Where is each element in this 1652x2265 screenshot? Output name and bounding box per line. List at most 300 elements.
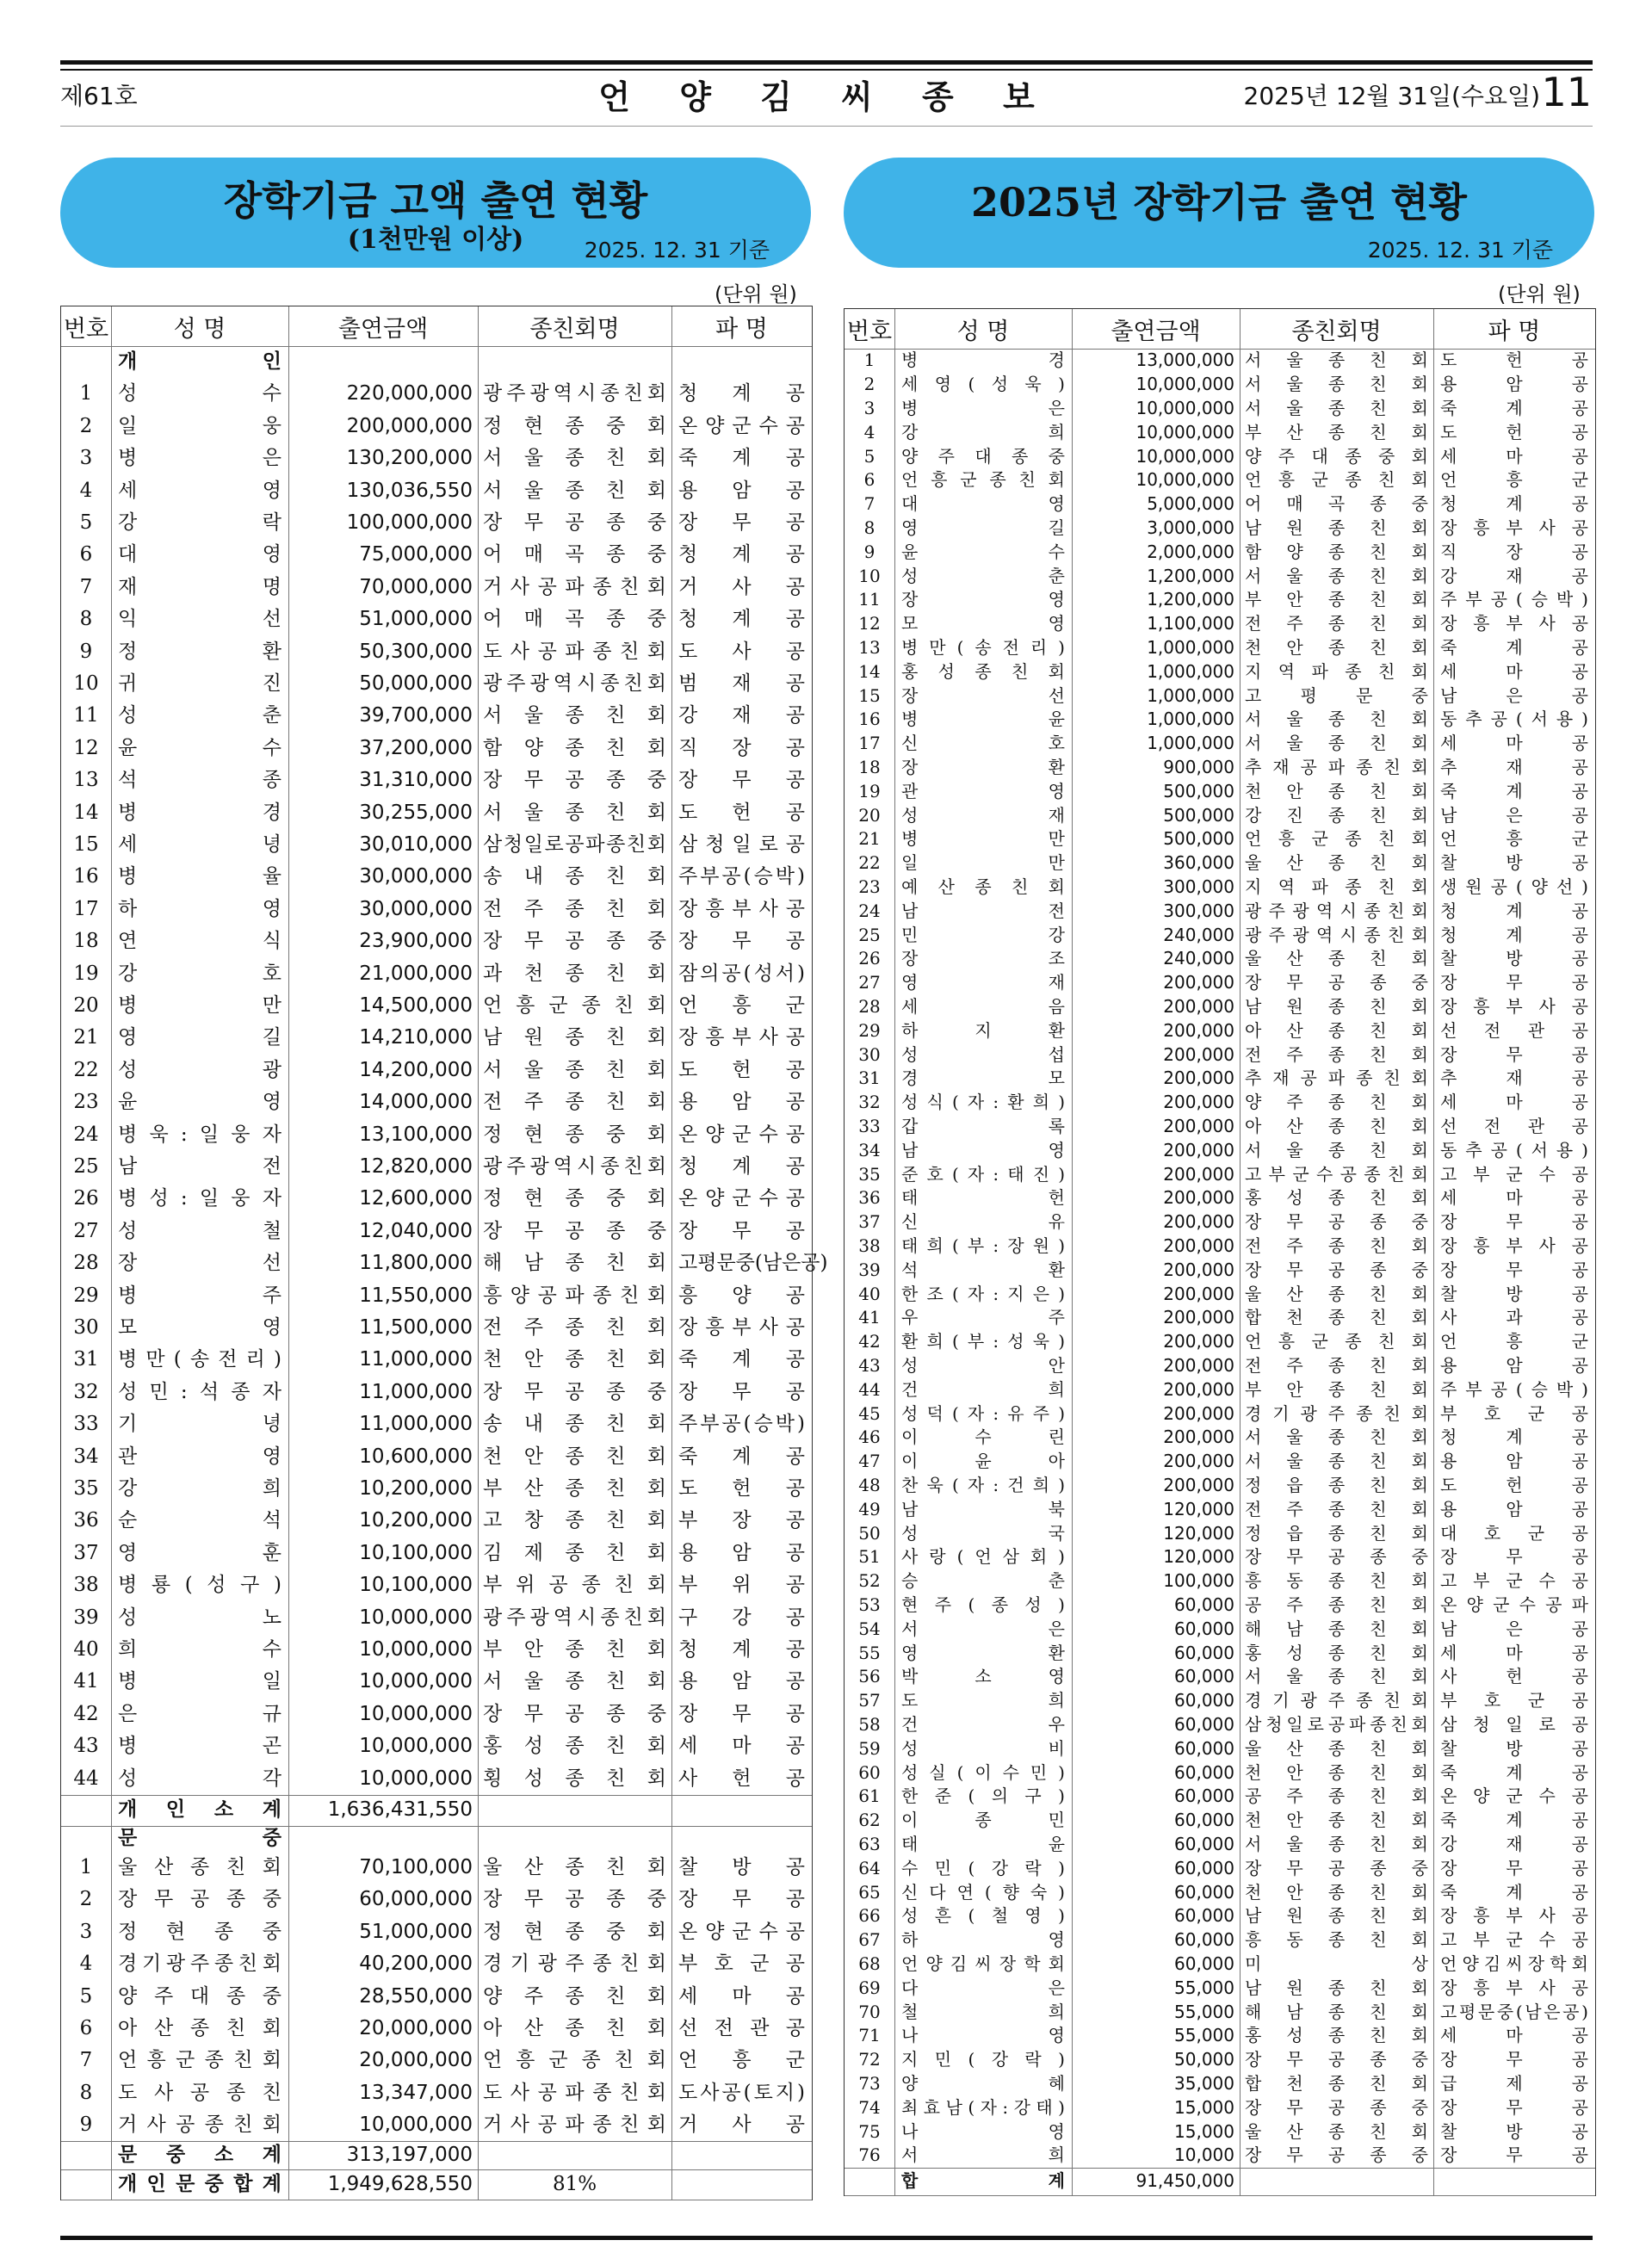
- donation-amount: 30,000,000: [359, 865, 473, 888]
- row-number: 31: [858, 1068, 881, 1089]
- donation-amount: 14,500,000: [359, 993, 473, 1017]
- donation-amount: 37,200,000: [359, 736, 473, 759]
- row-number: 40: [858, 1283, 881, 1304]
- left-subtitle: (1천만원 이상): [347, 225, 524, 255]
- donor-name: 남 영: [901, 1139, 1065, 1160]
- donor-name: 이 윤 아: [901, 1451, 1065, 1472]
- row-number: 75: [858, 2120, 881, 2142]
- row-number: 1: [79, 382, 93, 405]
- row-number: 56: [858, 1666, 881, 1687]
- clan-society: 홍 성 종 친 회: [1245, 1642, 1428, 1663]
- clan-society: 전 주 종 친 회: [1245, 613, 1428, 634]
- donation-amount: 10,000,000: [359, 2113, 473, 2137]
- donation-amount: 100,000,000: [346, 511, 473, 534]
- donation-amount: 200,000: [1163, 1211, 1234, 1233]
- donor-name: 영 길: [901, 517, 1065, 538]
- clan-society: 정 현 종 중 회: [483, 414, 666, 437]
- clan-society: 거 사 공 파 종 친 회: [483, 2113, 666, 2137]
- clan-society: 과 천 종 친 회: [483, 962, 666, 985]
- row-number: 72: [858, 2049, 881, 2070]
- clan-society: 아 산 종 친 회: [483, 2016, 666, 2039]
- donation-amount: 60,000: [1174, 1690, 1234, 1711]
- clan-society: 남 원 종 친 회: [1245, 517, 1428, 538]
- clan-society: 해 남 종 친 회: [1245, 2001, 1428, 2022]
- right-table: [844, 308, 1596, 2196]
- donor-name: 성 섭: [901, 1043, 1065, 1065]
- lineage-branch: 남 은 공: [1440, 1618, 1588, 1639]
- donation-amount: 1,200,000: [1147, 565, 1234, 586]
- bottom-rule: [60, 2236, 1593, 2240]
- row-number: 16: [858, 709, 881, 730]
- donation-amount: 51,000,000: [359, 608, 473, 631]
- lineage-branch: 거 사 공: [678, 2113, 805, 2137]
- row-number: 53: [858, 1594, 881, 1615]
- donor-name: 성 수: [118, 382, 282, 405]
- row-number: 47: [858, 1451, 881, 1472]
- lineage-branch: 주 부 공 ( 승 박 ): [1440, 589, 1588, 610]
- donor-name: 세 음: [901, 996, 1065, 1017]
- donor-name: 민 강: [901, 924, 1065, 945]
- clan-society: 송 내 종 친 회: [483, 1413, 666, 1436]
- clan-society: 거 사 공 파 종 친 회: [483, 575, 666, 598]
- row-number: 14: [73, 801, 99, 824]
- clan-society: 서 울 종 친 회: [1245, 374, 1428, 395]
- donation-amount: 10,000,000: [1135, 445, 1234, 467]
- donor-name: 서 희: [901, 2144, 1065, 2166]
- row-number: 19: [858, 780, 881, 801]
- clan-society: 울 산 종 친 회: [1245, 2120, 1428, 2142]
- row-number: 7: [79, 575, 93, 598]
- donor-name: 하 영: [901, 1929, 1065, 1951]
- row-number: 9: [863, 541, 875, 562]
- lineage-branch: 추 재 공: [1440, 757, 1588, 777]
- donation-amount: 50,300,000: [359, 640, 473, 663]
- lineage-branch: 장 무 공: [1440, 2049, 1588, 2070]
- row-number: 55: [858, 1642, 881, 1663]
- clan-society: 서 울 종 친 회: [1245, 1139, 1428, 1160]
- lineage-branch: 사 과 공: [1440, 1307, 1588, 1328]
- donation-amount: 200,000: [1163, 1402, 1234, 1424]
- header-divider: [61, 346, 812, 347]
- donation-amount: 55,000: [1174, 2025, 1234, 2046]
- donor-name: 이 종 민: [901, 1810, 1065, 1831]
- newsletter-title: 언 양 김 씨 종 보: [598, 78, 1054, 116]
- lineage-branch: 선 전 관 공: [1440, 1019, 1588, 1041]
- donation-amount: 60,000: [1174, 1642, 1234, 1663]
- donation-amount: 60,000: [1174, 1929, 1234, 1951]
- donation-amount: 11,000,000: [359, 1413, 473, 1436]
- right-base-date: 2025. 12. 31 기준: [1367, 238, 1553, 263]
- lineage-branch: 죽 계 공: [678, 447, 805, 470]
- row-number: 52: [858, 1570, 881, 1592]
- donor-name: 순 석: [118, 1509, 282, 1532]
- donation-amount: 55,000: [1174, 1977, 1234, 1998]
- clan-society: 양 주 종 친 회: [483, 1984, 666, 2008]
- row-number: 42: [73, 1702, 99, 1725]
- donor-name: 성 철: [118, 1219, 282, 1242]
- row-number: 30: [858, 1043, 881, 1065]
- row-number: 7: [863, 493, 875, 515]
- lineage-branch: 장 무 공: [678, 930, 805, 953]
- row-number: 24: [858, 900, 881, 921]
- total-divider: [61, 2141, 812, 2142]
- row-number: 8: [79, 608, 93, 631]
- donor-name: 대 영: [901, 493, 1065, 515]
- donor-name: 남 전: [118, 1154, 282, 1178]
- lineage-branch: 부 위 공: [678, 1574, 805, 1597]
- row-number: 46: [858, 1426, 881, 1448]
- row-number: 28: [73, 1252, 99, 1275]
- donor-name: 태 희 ( 부 : 장 원 ): [901, 1235, 1065, 1256]
- donation-amount: 240,000: [1163, 924, 1234, 945]
- clan-society: 전 주 종 친 회: [1245, 1235, 1428, 1256]
- lineage-branch: 세 마 공: [1440, 445, 1588, 467]
- left-base-date: 2025. 12. 31 기준: [584, 238, 770, 263]
- row-number: 20: [858, 804, 881, 826]
- lineage-branch: 세 마 공: [1440, 1187, 1588, 1209]
- row-number: 71: [858, 2025, 881, 2046]
- donation-amount: 31,310,000: [359, 769, 473, 792]
- row-number: 10: [73, 671, 99, 695]
- lineage-branch: 강 재 공: [1440, 565, 1588, 586]
- lineage-branch: 구 강 공: [678, 1606, 805, 1629]
- lineage-branch: 직 장 공: [678, 736, 805, 759]
- donation-amount: 10,000: [1174, 2144, 1234, 2166]
- row-number: 65: [858, 1881, 881, 1903]
- clan-society: 장 무 공 종 중: [1245, 2144, 1428, 2166]
- lineage-branch: 부 호 군 공: [1440, 1402, 1588, 1424]
- lineage-branch: 삼 청 일 로 공: [1440, 1714, 1588, 1735]
- row-number: 10: [858, 565, 881, 586]
- donation-amount: 240,000: [1163, 948, 1234, 969]
- row-number: 36: [858, 1187, 881, 1209]
- donor-name: 모 영: [118, 1315, 282, 1339]
- donor-name: 승 춘: [901, 1570, 1065, 1592]
- donor-name: 강 희: [118, 1476, 282, 1500]
- donation-amount: 60,000,000: [359, 1888, 473, 1911]
- donation-amount: 75,000,000: [359, 543, 473, 566]
- clan-society: 부 산 종 친 회: [1245, 421, 1428, 442]
- donation-amount: 15,000: [1174, 2096, 1234, 2118]
- clan-society: 합 천 종 친 회: [1245, 1307, 1428, 1328]
- column-header: 파 명: [715, 315, 768, 343]
- donor-name: 나 영: [901, 2025, 1065, 2046]
- row-number: 60: [858, 1761, 881, 1783]
- lineage-branch: 장 흥 부 사 공: [1440, 613, 1588, 634]
- donation-amount: 23,900,000: [359, 930, 473, 953]
- lineage-branch: 고 부 군 수 공: [1440, 1929, 1588, 1951]
- donation-amount: 12,600,000: [359, 1187, 473, 1210]
- grand-total-label: 개 인 문 중 합 계: [118, 2172, 282, 2196]
- row-number: 28: [858, 996, 881, 1017]
- donation-amount: 10,000,000: [359, 1670, 473, 1693]
- column-divider: [1240, 309, 1241, 2195]
- donation-amount: 300,000: [1163, 876, 1234, 897]
- donation-amount: 10,000,000: [359, 1702, 473, 1725]
- donation-amount: 1,200,000: [1147, 589, 1234, 610]
- clan-society: 울 산 종 친 회: [1245, 852, 1428, 874]
- clan-society: 장 무 공 종 중: [483, 769, 666, 792]
- donation-amount: 200,000: [1163, 1043, 1234, 1065]
- donation-amount: 60,000: [1174, 1714, 1234, 1735]
- donor-name: 성 춘: [901, 565, 1065, 586]
- donation-amount: 13,000,000: [1135, 350, 1234, 371]
- donation-amount: 10,000,000: [359, 1606, 473, 1629]
- donor-name: 세 영: [118, 479, 282, 502]
- row-number: 24: [73, 1123, 99, 1146]
- lineage-branch: 용 암 공: [678, 1541, 805, 1564]
- donor-name: 남 전: [901, 900, 1065, 921]
- donor-name: 한 조 ( 자 : 지 은 ): [901, 1283, 1065, 1304]
- row-number: 6: [79, 2016, 93, 2039]
- clan-society: 천 안 종 친 회: [1245, 1881, 1428, 1903]
- clan-society: 홍 성 종 친 회: [483, 1735, 666, 1758]
- column-divider: [111, 306, 112, 2200]
- lineage-branch: 용 암 공: [1440, 1498, 1588, 1519]
- donor-name: 은 규: [118, 1702, 282, 1725]
- page-number: 11: [1541, 69, 1592, 115]
- clan-society: 지 역 파 종 친 회: [1245, 876, 1428, 897]
- donation-amount: 60,000: [1174, 1834, 1234, 1854]
- clan-society: 정 현 종 중 회: [483, 1123, 666, 1146]
- lineage-branch: 주 부 공 ( 승 박 ): [678, 865, 805, 888]
- lineage-branch: 장 흥 부 사 공: [678, 897, 805, 920]
- row-number: 11: [73, 704, 99, 727]
- donor-name: 성 안: [901, 1355, 1065, 1376]
- clan-society: 추 재 공 파 종 친 회: [1245, 1068, 1428, 1089]
- row-number: 2: [79, 414, 93, 437]
- row-number: 15: [73, 832, 99, 856]
- clan-society: 남 원 종 친 회: [483, 1026, 666, 1049]
- donor-name: 강 호: [118, 962, 282, 985]
- clan-society: 지 역 파 종 친 회: [1245, 660, 1428, 682]
- clan-society: 울 산 종 친 회: [483, 1855, 666, 1878]
- donation-amount: 200,000: [1163, 1426, 1234, 1448]
- donation-amount: 50,000: [1174, 2049, 1234, 2070]
- donation-amount: 15,000: [1174, 2120, 1234, 2142]
- donor-name: 신 호: [901, 733, 1065, 754]
- row-number: 26: [858, 948, 881, 969]
- row-number: 4: [79, 479, 93, 502]
- donation-amount: 60,000: [1174, 1810, 1234, 1831]
- donor-name: 신 유: [901, 1211, 1065, 1233]
- row-number: 69: [858, 1977, 881, 1998]
- clan-society: 장 무 공 종 중: [483, 1702, 666, 1725]
- lineage-branch: 흥 양 공: [678, 1284, 805, 1307]
- clan-society: 송 내 종 친 회: [483, 865, 666, 888]
- clan-society: 장 무 공 종 중: [483, 511, 666, 534]
- row-number: 37: [858, 1211, 881, 1233]
- lineage-branch: 죽 계 공: [678, 1445, 805, 1468]
- donation-amount: 500,000: [1163, 804, 1234, 826]
- row-number: 8: [79, 2081, 93, 2104]
- clan-society: 부 위 공 종 친 회: [483, 1574, 666, 1597]
- donor-name: 언 흥 군 종 친 회: [118, 2049, 282, 2072]
- donor-name: 경 기 광 주 종 친 회: [118, 1952, 282, 1976]
- clan-society: 정 현 종 중 회: [483, 1920, 666, 1943]
- row-number: 14: [858, 660, 881, 682]
- donor-name: 성 식 ( 자 : 환 희 ): [901, 1092, 1065, 1113]
- row-number: 33: [73, 1413, 99, 1436]
- row-number: 39: [73, 1606, 99, 1629]
- donor-name: 병 룡 ( 성 구 ): [118, 1574, 282, 1597]
- lineage-branch: 죽 계 공: [678, 1348, 805, 1371]
- lineage-branch: 장 무 공: [1440, 1211, 1588, 1233]
- lineage-branch: 선 전 관 공: [1440, 1116, 1588, 1136]
- donation-amount: 200,000: [1163, 1378, 1234, 1400]
- donor-name: 남 북: [901, 1498, 1065, 1519]
- row-number: 41: [73, 1670, 99, 1693]
- right-title-banner: [844, 158, 1594, 268]
- row-number: 34: [858, 1139, 881, 1160]
- donation-amount: 14,200,000: [359, 1058, 473, 1081]
- donor-name: 윤 영: [118, 1091, 282, 1114]
- row-number: 11: [858, 589, 881, 610]
- clan-society: 양 주 종 친 회: [1245, 1092, 1428, 1113]
- row-number: 22: [73, 1058, 99, 1081]
- donor-name: 최 효 남 ( 자 : 강 태 ): [901, 2096, 1065, 2118]
- row-number: 38: [73, 1574, 99, 1597]
- lineage-branch: 청 계 공: [1440, 1426, 1588, 1448]
- clan-society: 울 산 종 친 회: [1245, 1283, 1428, 1304]
- donor-name: 수 민 ( 강 락 ): [901, 1857, 1065, 1878]
- lineage-branch: 용 암 공: [678, 479, 805, 502]
- donation-amount: 13,347,000: [359, 2081, 473, 2104]
- donor-name: 성 민 : 석 종 자: [118, 1380, 282, 1403]
- clan-society: 강 진 종 친 회: [1245, 804, 1428, 826]
- row-number: 39: [858, 1259, 881, 1280]
- clan-society: 장 무 공 종 중: [1245, 972, 1428, 993]
- donor-name: 영 길: [118, 1026, 282, 1049]
- donor-name: 건 희: [901, 1378, 1065, 1400]
- donation-amount: 10,200,000: [359, 1476, 473, 1500]
- donation-amount: 200,000: [1163, 996, 1234, 1017]
- donor-name: 박 소 영: [901, 1666, 1065, 1687]
- lineage-branch: 청 계 공: [1440, 924, 1588, 945]
- donation-amount: 10,100,000: [359, 1574, 473, 1597]
- lineage-branch: 온 양 군 수 공: [678, 1123, 805, 1146]
- clan-society: 김 제 종 친 회: [483, 1541, 666, 1564]
- row-number: 17: [73, 897, 99, 920]
- column-divider: [894, 309, 895, 2195]
- row-number: 29: [858, 1019, 881, 1041]
- donor-name: 병 곤: [118, 1735, 282, 1758]
- clan-society: 장 무 공 종 중: [483, 1219, 666, 1242]
- donation-amount: 30,010,000: [359, 832, 473, 856]
- lineage-branch: 언 흥 군: [678, 993, 805, 1017]
- row-number: 57: [858, 1690, 881, 1711]
- lineage-branch: 언 양 김 씨 장 학 회: [1440, 1953, 1588, 1974]
- donation-amount: 30,255,000: [359, 801, 473, 824]
- donation-amount: 10,000,000: [359, 1637, 473, 1661]
- row-number: 23: [73, 1091, 99, 1114]
- clan-society: 언 흥 군 종 친 회: [483, 2049, 666, 2072]
- donation-amount: 1,000,000: [1147, 684, 1234, 706]
- clan-society: 공 주 종 친 회: [1245, 1594, 1428, 1615]
- clan-society: 장 무 공 종 중: [1245, 1857, 1428, 1878]
- clan-society: 홍 성 종 친 회: [1245, 1187, 1428, 1209]
- clan-society: 서 울 종 친 회: [1245, 733, 1428, 754]
- clan-society: 천 안 종 친 회: [483, 1445, 666, 1468]
- column-header: 성 명: [956, 318, 1010, 345]
- clan-society: 광 주 광 역 시 종 친 회: [483, 671, 666, 695]
- header-rule: [60, 126, 1593, 127]
- clan-society: 장 무 공 종 중: [1245, 1211, 1428, 1233]
- row-number: 9: [79, 2113, 93, 2137]
- clan-society: 장 무 공 종 중: [483, 1380, 666, 1403]
- clan-society: 서 울 종 친 회: [1245, 709, 1428, 730]
- donor-name: 일 웅: [118, 414, 282, 437]
- donation-amount: 10,000,000: [359, 1767, 473, 1790]
- clan-society: 삼 청 일 로 공 파 종 친 회: [1245, 1714, 1428, 1735]
- lineage-branch: 용 암 공: [678, 1091, 805, 1114]
- lineage-branch: 세 마 공: [1440, 2025, 1588, 2046]
- lineage-branch: 장 흥 부 사 공: [1440, 1977, 1588, 1998]
- row-number: 27: [858, 972, 881, 993]
- clan-society: 서 울 종 친 회: [1245, 350, 1428, 371]
- lineage-branch: 언 흥 군: [1440, 469, 1588, 491]
- donation-amount: 200,000: [1163, 1331, 1234, 1352]
- donation-amount: 11,000,000: [359, 1380, 473, 1403]
- donor-name: 병 경: [901, 350, 1065, 371]
- left-title: 장학기금 고액 출연 현황: [223, 177, 648, 224]
- row-number: 16: [73, 865, 99, 888]
- column-header: 종친회명: [1291, 318, 1382, 345]
- clan-society: 아 산 종 친 회: [1245, 1019, 1428, 1041]
- donor-name: 도 희: [901, 1690, 1065, 1711]
- clan-society: 양 주 대 종 중 회: [1245, 445, 1428, 467]
- right-total-amount: 91,450,000: [1135, 2170, 1234, 2192]
- column-header: 종친회명: [529, 315, 620, 343]
- donation-amount: 12,820,000: [359, 1154, 473, 1178]
- donation-amount: 1,000,000: [1147, 637, 1234, 658]
- donation-amount: 3,000,000: [1147, 517, 1234, 538]
- donation-amount: 21,000,000: [359, 962, 473, 985]
- row-number: 68: [858, 1953, 881, 1974]
- row-number: 21: [73, 1026, 99, 1049]
- donor-name: 준 호 ( 자 : 태 진 ): [901, 1163, 1065, 1185]
- donation-amount: 10,000,000: [1135, 421, 1234, 442]
- lineage-branch: 생 원 공 ( 양 선 ): [1440, 876, 1588, 897]
- donation-amount: 70,100,000: [359, 1855, 473, 1878]
- lineage-branch: 선 전 관 공: [678, 2016, 805, 2039]
- clan-society: 장 무 공 종 중: [483, 1888, 666, 1911]
- donor-name: 건 우: [901, 1714, 1065, 1735]
- lineage-branch: 도 사 공 ( 토 지 ): [678, 2081, 805, 2104]
- left-title-banner: [60, 158, 811, 268]
- clan-society: 서 울 종 친 회: [483, 801, 666, 824]
- donor-name: 정 현 종 중: [118, 1920, 282, 1943]
- clan-society: 전 주 종 친 회: [483, 1315, 666, 1339]
- total-divider: [61, 2169, 812, 2170]
- lineage-branch: 고 부 군 수 공: [1440, 1570, 1588, 1592]
- donation-amount: 13,100,000: [359, 1123, 473, 1146]
- donor-name: 이 수 린: [901, 1426, 1065, 1448]
- donor-name: 예 산 종 친 회: [901, 876, 1065, 897]
- clan-society: 남 원 종 친 회: [1245, 1977, 1428, 1998]
- lineage-branch: 용 암 공: [1440, 1451, 1588, 1472]
- column-header: 번호: [846, 318, 893, 345]
- lineage-branch: 주 부 공 ( 승 박 ): [1440, 1378, 1588, 1400]
- donor-name: 장 선: [118, 1252, 282, 1275]
- donation-amount: 130,036,550: [346, 479, 473, 502]
- donation-amount: 10,200,000: [359, 1509, 473, 1532]
- row-number: 51: [858, 1546, 881, 1568]
- donor-name: 언 흥 군 종 친 회: [901, 469, 1065, 491]
- donor-name: 관 영: [118, 1445, 282, 1468]
- lineage-branch: 범 재 공: [678, 671, 805, 695]
- clan-society: 흥 동 종 친 회: [1245, 1929, 1428, 1951]
